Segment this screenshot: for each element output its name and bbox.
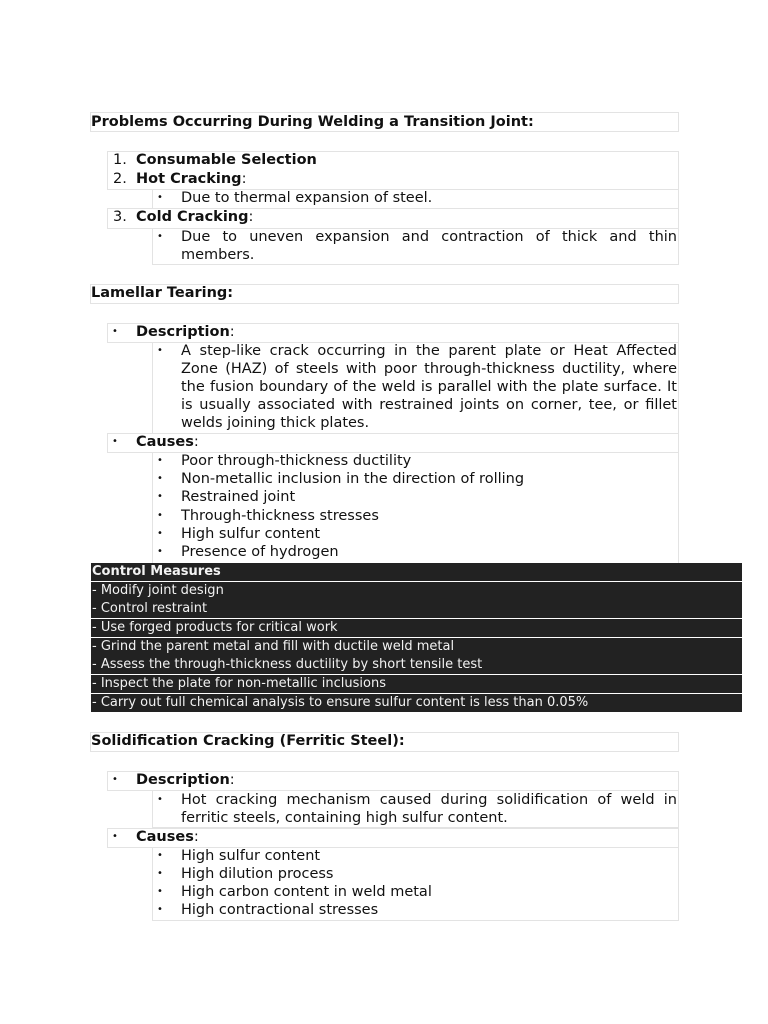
section2-heading: Lamellar Tearing: [91, 285, 234, 301]
control-measures-heading: Control Measures [91, 563, 742, 581]
section1-heading: Problems Occurring During Welding a Transition Joint: [91, 114, 534, 130]
bullet: • [157, 904, 163, 915]
colon: : [193, 829, 199, 845]
cause-item: High dilution process [181, 866, 334, 882]
bullet: • [157, 794, 163, 805]
list-item-number: 3. [113, 209, 127, 225]
bullet: • [112, 774, 118, 785]
cause-item: High carbon content in weld metal [181, 884, 432, 900]
list-item-title: Hot Cracking [136, 171, 242, 187]
sub-item-text: Due to uneven expansion and contraction of thick and thin members. [181, 229, 677, 263]
control-measure-row: - Control restraint [91, 600, 742, 618]
control-measure-row: - Carry out full chemical analysis to ensure sulfur content is less than 0.05% [91, 694, 742, 712]
control-measure-row: - Assess the through-thickness ductility by short tensile test [91, 656, 742, 674]
bullet: • [157, 192, 163, 203]
list-item-title-line [136, 170, 246, 188]
description-label: Description [136, 324, 230, 340]
bullet: • [157, 473, 163, 484]
colon: : [229, 772, 235, 788]
cause-item: High sulfur content [181, 848, 321, 864]
bullet: • [112, 326, 118, 337]
list-item-title-line [136, 208, 253, 226]
list-item-title: Consumable Selection [136, 152, 317, 168]
bullet: • [112, 831, 118, 842]
bullet: • [157, 455, 163, 466]
causes-label: Causes [136, 434, 194, 450]
causes-label: Causes [136, 829, 194, 845]
bullet: • [157, 510, 163, 521]
control-measure-row: - Modify joint design [91, 582, 742, 600]
description-label-line [136, 771, 235, 789]
list-item-number: 2. [113, 171, 127, 187]
cause-item: Non-metallic inclusion in the direction of rolling [181, 471, 525, 487]
cause-item: Poor through-thickness ductility [181, 453, 412, 469]
colon: : [248, 209, 254, 225]
bullet: • [157, 528, 163, 539]
colon: : [229, 324, 235, 340]
bullet: • [157, 345, 163, 356]
cause-item: High contractional stresses [181, 902, 379, 918]
causes-label-line [136, 433, 199, 451]
bullet: • [157, 850, 163, 861]
cause-item: Through-thickness stresses [181, 508, 379, 524]
cause-item: Restrained joint [181, 489, 296, 505]
list-item-number: 1. [113, 152, 127, 168]
control-measure-row: - Inspect the plate for non-metallic inclusions [91, 675, 742, 693]
cause-item: Presence of hydrogen [181, 544, 339, 560]
bullet: • [157, 546, 163, 557]
causes-label-line [136, 828, 199, 846]
control-measure-row: - Grind the parent metal and fill with ductile weld metal [91, 638, 742, 656]
section3-heading: Solidification Cracking (Ferritic Steel): [91, 733, 405, 749]
description-label: Description [136, 772, 230, 788]
colon: : [193, 434, 199, 450]
list-item-title: Cold Cracking [136, 209, 249, 225]
colon: : [241, 171, 247, 187]
bullet: • [157, 886, 163, 897]
bullet: • [157, 491, 163, 502]
description-text: Hot cracking mechanism caused during solidification of weld in ferritic steels, containing high sulfur content. [181, 792, 677, 826]
bullet: • [157, 231, 163, 242]
control-measure-row: - Use forged products for critical work [91, 619, 742, 637]
bullet: • [157, 868, 163, 879]
bullet: • [112, 436, 118, 447]
cause-item: High sulfur content [181, 526, 321, 542]
description-label-line [136, 323, 235, 341]
sub-item-text: Due to thermal expansion of steel. [181, 190, 433, 206]
description-text: A step-like crack occurring in the parent plate or Heat Affected Zone (HAZ) of steels with poor through-thickness ductility, where the fusion boundary of the weld is parallel with the plate surface. It is usually associated with restrained joints on corner, tee, or fillet welds joining thick plates. [181, 343, 677, 431]
